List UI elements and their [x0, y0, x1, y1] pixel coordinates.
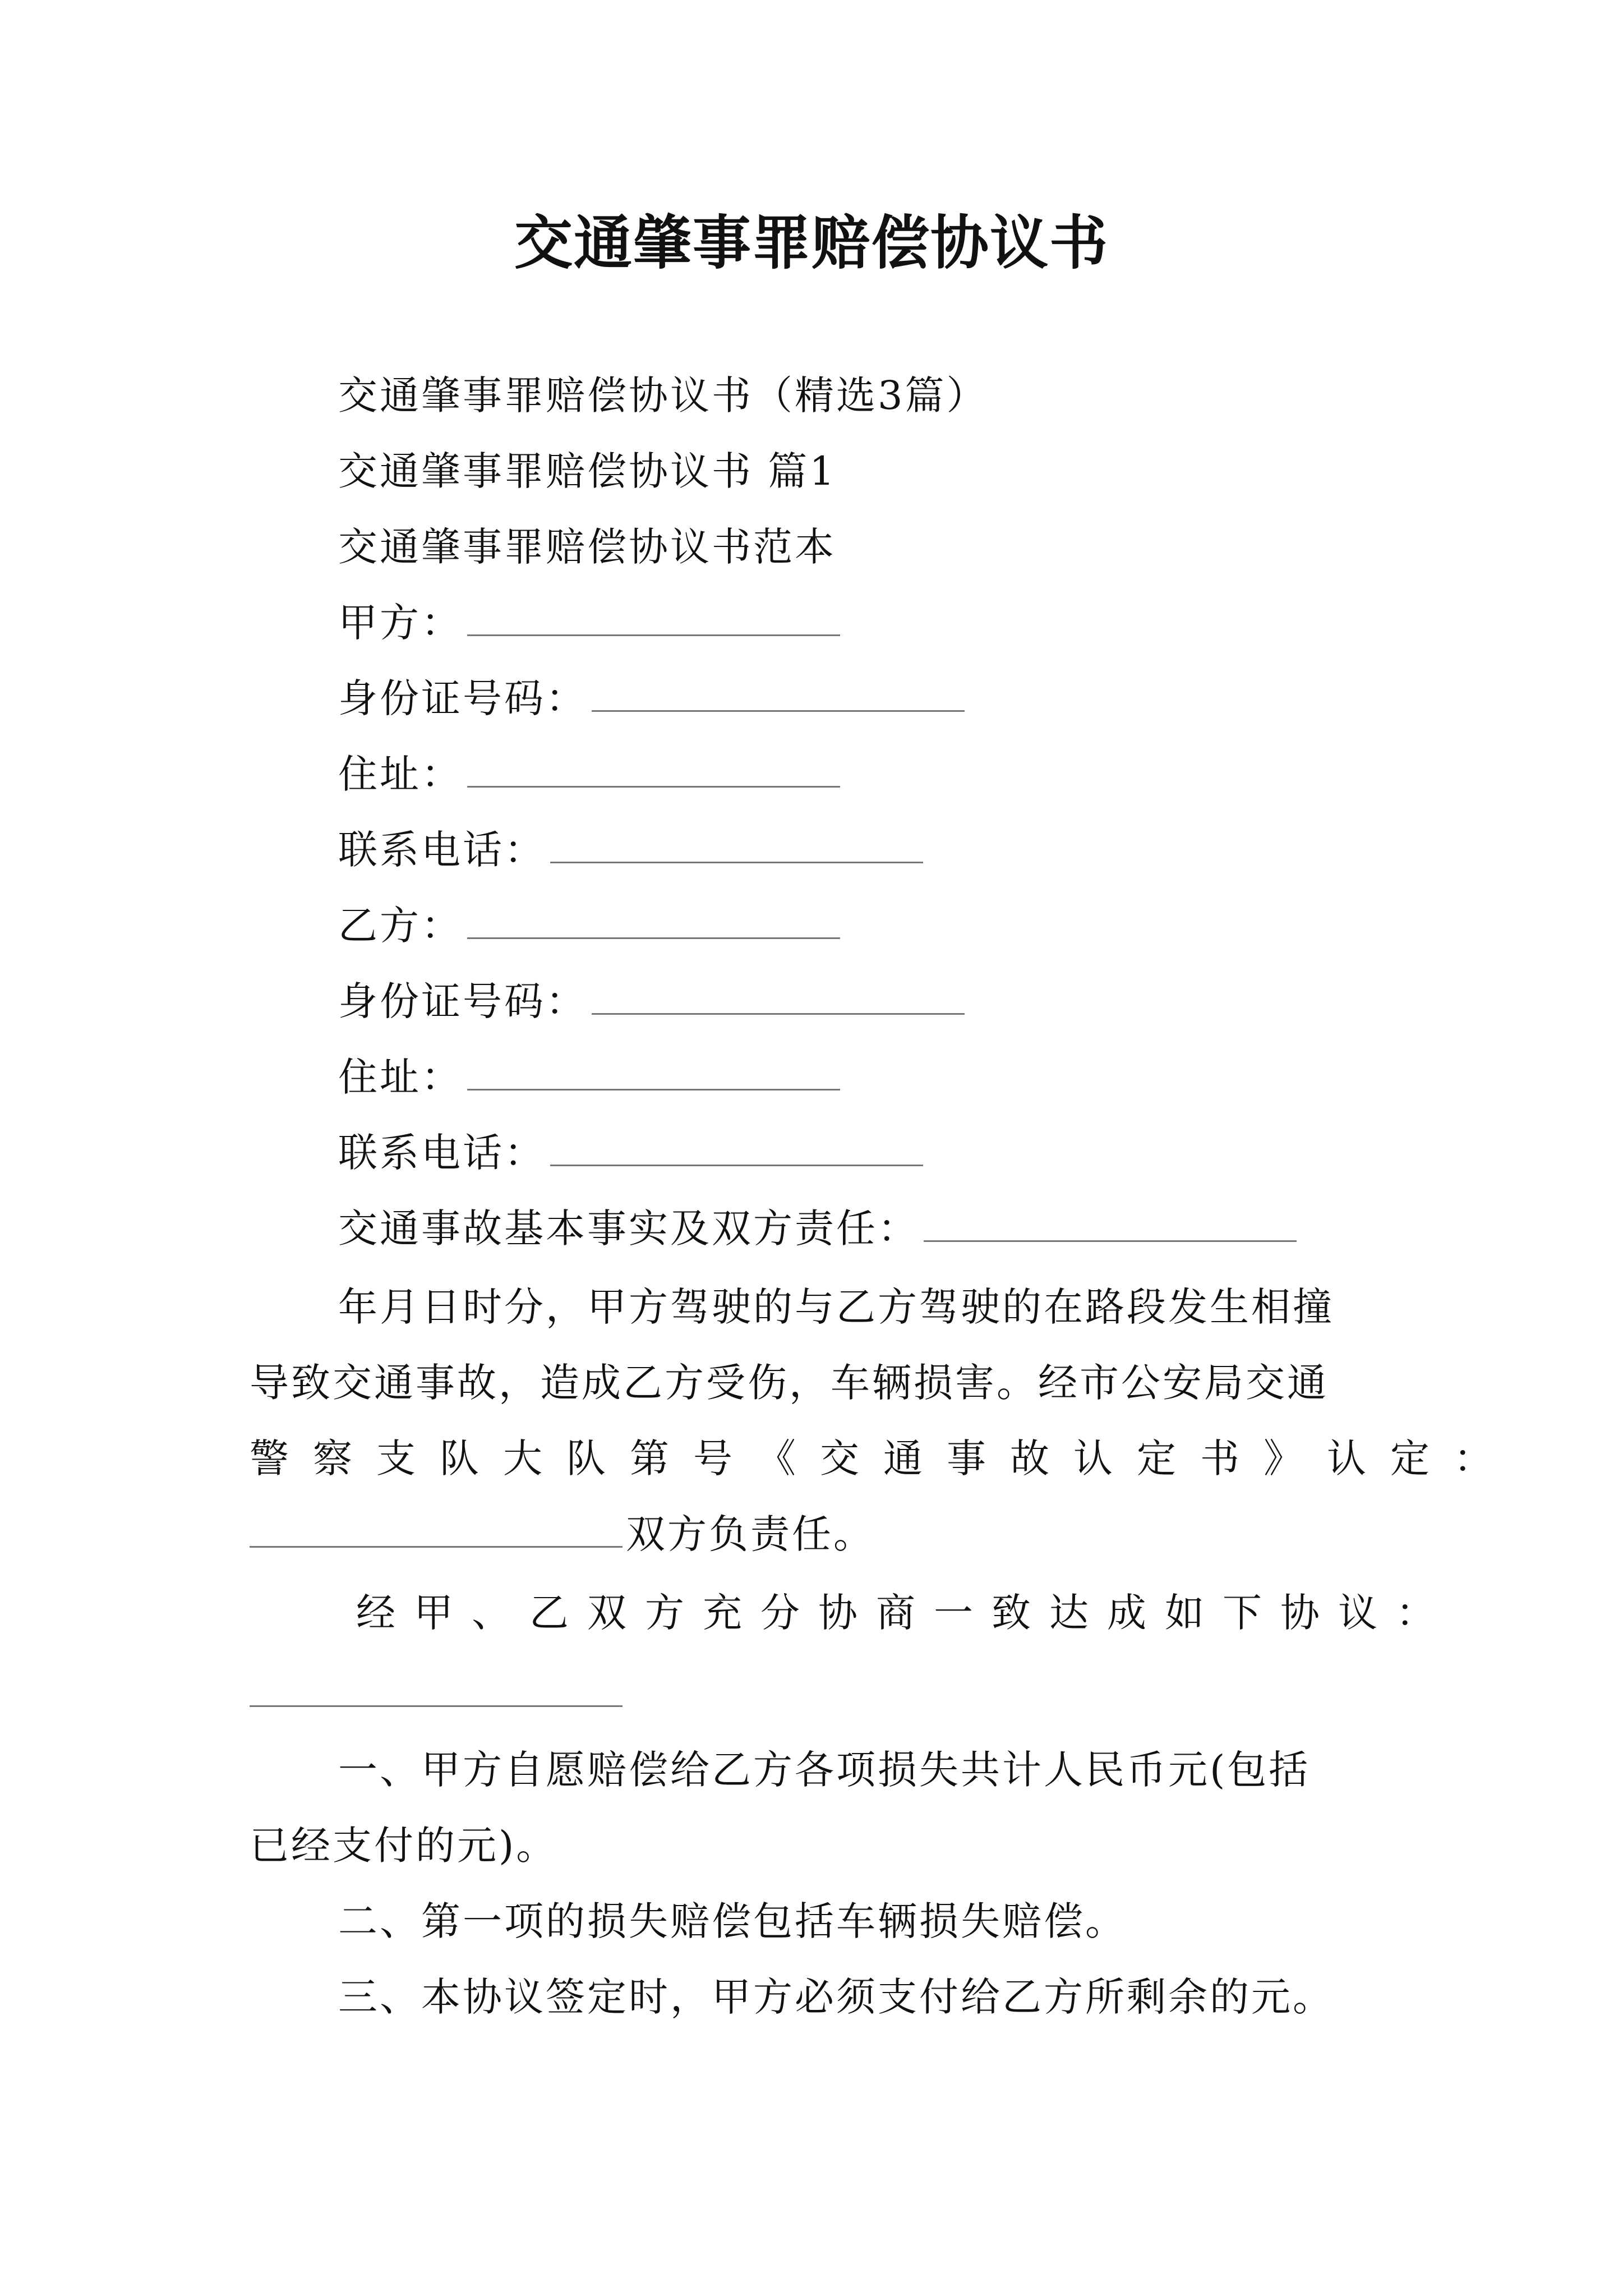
clause-2: 二、第一项的损失赔偿包括车辆损失赔偿。: [338, 1898, 1127, 1944]
party-b-phone-row: [338, 1128, 923, 1178]
facts-row: [338, 1203, 1297, 1254]
facts-para-line4: [250, 1509, 875, 1559]
party-a-id-label: 身份证号码：: [338, 675, 587, 721]
responsibility-blank: [250, 1512, 623, 1548]
section-heading: 交通肇事罪赔偿协议书 篇1: [338, 448, 837, 494]
party-b-row: [338, 900, 840, 951]
template-name: 交通肇事罪赔偿协议书范本: [338, 524, 836, 570]
party-b-id-blank: [592, 979, 965, 1015]
party-a-id-blank: [592, 677, 965, 712]
party-b-address-label: 住址：: [338, 1054, 463, 1100]
party-a-blank: [467, 601, 840, 636]
party-a-row: [338, 597, 840, 648]
document-title: 交通肇事罪赔偿协议书: [514, 208, 1109, 277]
party-a-phone-label: 联系电话：: [338, 827, 546, 873]
facts-para-line4-suffix: 双方负责任。: [626, 1511, 875, 1557]
facts-label: 交通事故基本事实及双方责任：: [338, 1205, 919, 1251]
facts-para-line3: 警察支队大队第号《交通事故认定书》认定：: [250, 1435, 1517, 1481]
party-a-address-row: [338, 749, 840, 799]
facts-para-line2: 导致交通事故，造成乙方受伤，车辆损害。经市公安局交通: [250, 1360, 1329, 1406]
party-b-address-blank: [467, 1055, 840, 1091]
agreement-intro-blank: [250, 1705, 623, 1707]
party-a-address-blank: [467, 752, 840, 788]
party-b-id-row: [338, 976, 965, 1027]
party-a-id-row: [338, 673, 965, 724]
clause-1-line1: 一、甲方自愿赔偿给乙方各项损失共计人民币元(包括: [338, 1747, 1311, 1793]
party-a-phone-row: [338, 825, 923, 875]
facts-para-line1: 年月日时分，甲方驾驶的与乙方驾驶的在路段发生相撞: [338, 1284, 1334, 1330]
party-b-label: 乙方：: [338, 903, 463, 949]
clause-3: 三、本协议签定时，甲方必须支付给乙方所剩余的元。: [338, 1974, 1334, 2020]
party-b-phone-blank: [550, 1131, 923, 1166]
facts-blank: [924, 1207, 1297, 1242]
party-b-id-label: 身份证号码：: [338, 978, 587, 1024]
document-subtitle: 交通肇事罪赔偿协议书（精选3篇）: [338, 372, 988, 418]
party-b-address-row: [338, 1052, 840, 1102]
party-b-phone-label: 联系电话：: [338, 1130, 546, 1176]
party-a-address-label: 住址：: [338, 751, 463, 797]
party-a-phone-blank: [550, 828, 923, 863]
party-b-blank: [467, 904, 840, 939]
clause-1-line2: 已经支付的元)。: [250, 1823, 558, 1869]
agreement-intro: 经甲、乙双方充分协商一致达成如下协议：: [356, 1590, 1454, 1636]
party-a-label: 甲方：: [338, 600, 463, 646]
